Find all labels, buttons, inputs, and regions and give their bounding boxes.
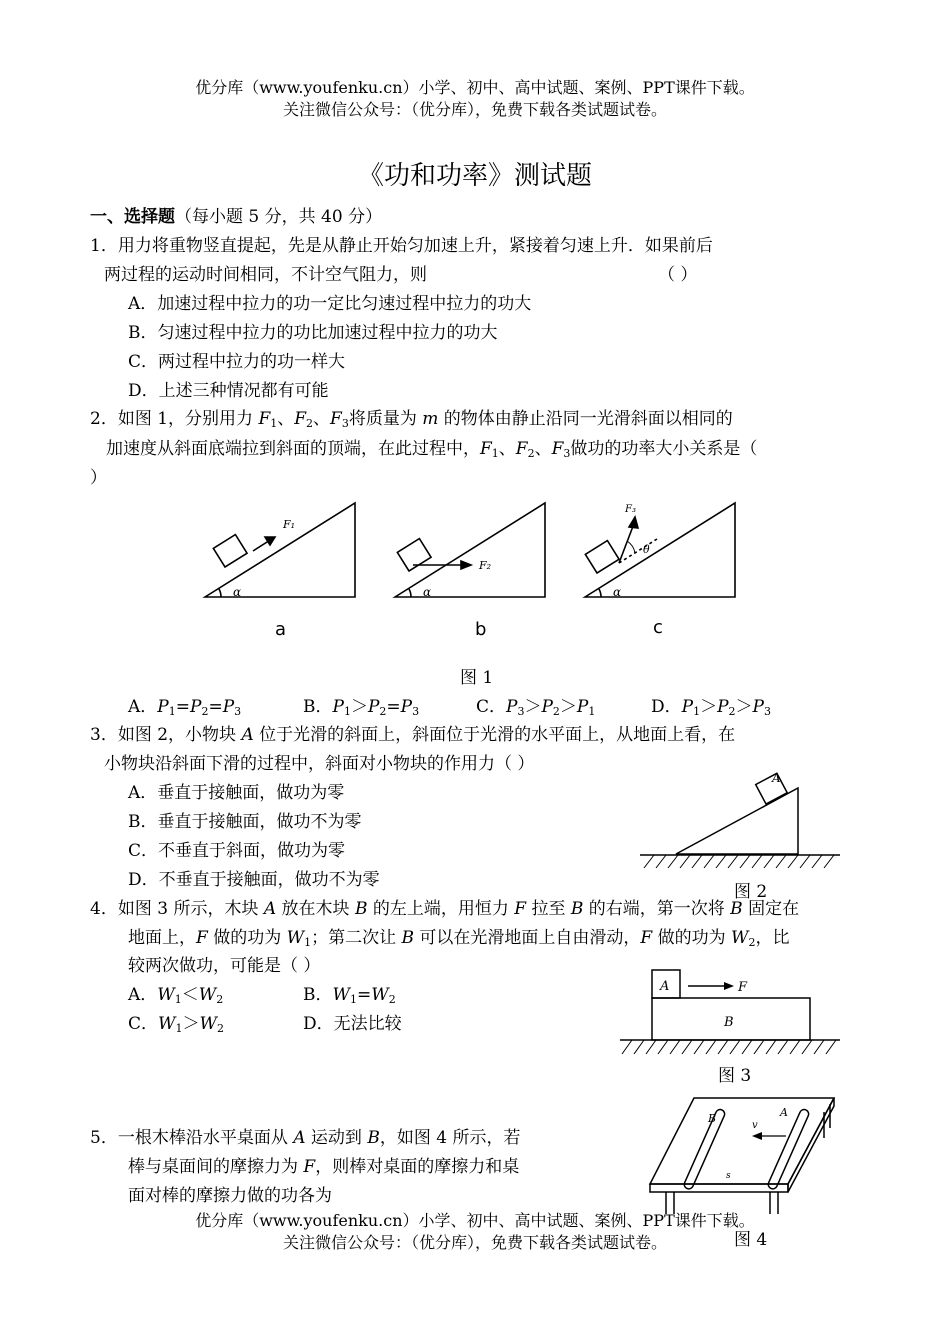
q4-line-3: 较两次做功，可能是（ ） bbox=[128, 956, 321, 976]
q2-option-a: A．$P_1=P_2=P_3$ bbox=[128, 697, 242, 718]
q1-option-b: B．匀速过程中拉力的功比加速过程中拉力的功大 bbox=[128, 323, 498, 343]
q4-line-1: 4．如图 3 所示，木块 A 放在木块 B 的左上端，用恒力 F 拉至 B 的右端，第一次将 B 固定在 bbox=[90, 899, 800, 919]
fig4-label-a: A bbox=[780, 1106, 788, 1119]
q1-option-c: C．两过程中拉力的功一样大 bbox=[128, 352, 346, 372]
force-label-f3: F₃ bbox=[625, 504, 636, 515]
q2-line-1: 2．如图 1，分别用力 $F_1$、$F_2$、$F_3$将质量为 m 的物体由静止沿同一光滑斜面以相同的 bbox=[90, 409, 733, 430]
fig1-label-a: a bbox=[275, 619, 287, 640]
figure-4-caption: 图 4 bbox=[730, 1232, 771, 1249]
q1-option-a: A．加速过程中拉力的功一定比匀速过程中拉力的功大 bbox=[128, 294, 532, 314]
q1-line-1: 1．用力将重物竖直提起，先是从静止开始匀加速上升，紧接着匀速上升．如果前后 bbox=[90, 236, 713, 256]
fig3-block-a: A bbox=[660, 979, 670, 994]
section-heading-label: 一、选择题 bbox=[90, 207, 175, 227]
q2-line-3: ） bbox=[90, 468, 107, 488]
figure-3-caption: 图 3 bbox=[718, 1066, 752, 1086]
fig4-label-v: v bbox=[752, 1120, 758, 1131]
q3-option-c: C．不垂直于斜面，做功为零 bbox=[128, 841, 346, 861]
q2-option-c: C．$P_3>P_2>P_1$ bbox=[476, 697, 596, 718]
fig1-label-c: c bbox=[653, 617, 663, 638]
q3-option-a: A．垂直于接触面，做功为零 bbox=[128, 783, 345, 803]
q5-line-2: 棒与桌面间的摩擦力为 F，则棒对桌面的摩擦力和桌 bbox=[128, 1157, 520, 1177]
q1-line-2: 两过程的运动时间相同，不计空气阻力，则 bbox=[104, 265, 427, 285]
section-heading bbox=[90, 209, 382, 226]
fig4-label-b: B bbox=[708, 1112, 717, 1125]
angle-alpha-b: α bbox=[423, 585, 432, 599]
fig3-force-f: F bbox=[738, 980, 748, 995]
figure-1a bbox=[205, 503, 355, 597]
figure-1c bbox=[585, 503, 735, 597]
fig4-label-s: s bbox=[726, 1171, 731, 1181]
q3-line-2: 小物块沿斜面下滑的过程中，斜面对小物块的作用力（ ） bbox=[104, 754, 535, 774]
q4-option-a: A．$W_1<W_2$ bbox=[128, 985, 224, 1006]
angle-alpha-c: α bbox=[613, 585, 622, 599]
figure-4 bbox=[648, 1092, 838, 1214]
fig3-block-b: B bbox=[724, 1015, 734, 1030]
q5-line-3: 面对棒的摩擦力做的功各为 bbox=[128, 1186, 332, 1206]
header-line-2: 关注微信公众号：（优分库），免费下载各类试题试卷。 bbox=[282, 100, 667, 119]
q2-option-d: D．$P_1>P_2>P_3$ bbox=[651, 697, 771, 718]
q4-option-b: B．$W_1=W_2$ bbox=[303, 985, 396, 1006]
angle-theta: θ bbox=[643, 543, 650, 556]
q1-answer-paren: （ ） bbox=[658, 265, 698, 285]
q2-line-2: 加速度从斜面底端拉到斜面的顶端，在此过程中，$F_1$、$F_2$、$F_3$做功的功率大小关系是（ bbox=[106, 439, 758, 460]
q3-option-b: B．垂直于接触面，做功不为零 bbox=[128, 812, 362, 832]
force-label-f2: F₂ bbox=[479, 559, 492, 572]
figure-2 bbox=[640, 760, 840, 872]
footer-line-2: 关注微信公众号：（优分库），免费下载各类试题试卷。 bbox=[282, 1233, 667, 1252]
q4-option-d: D．无法比较 bbox=[303, 1014, 402, 1034]
figure-2-caption: 图 2 bbox=[734, 882, 768, 902]
q4-line-2: 地面上，F 做的功为 $W_1$；第二次让 B 可以在光滑地面上自由滑动，F 做的功为 $W_2$，比 bbox=[128, 928, 790, 949]
footer-line-1: 优分库（www.youfenku.cn）小学、初中、高中试题、案例、PPT课件下载。 bbox=[195, 1211, 755, 1230]
figure-3 bbox=[620, 968, 840, 1058]
section-heading-note: （每小题 5 分，共 40 分） bbox=[175, 207, 383, 227]
header-line-1: 优分库（www.youfenku.cn）小学、初中、高中试题、案例、PPT课件下载。 bbox=[195, 78, 755, 97]
q5-line-1: 5．一根木棒沿水平桌面从 A 运动到 B，如图 4 所示，若 bbox=[90, 1128, 521, 1148]
angle-alpha-a: α bbox=[233, 585, 242, 599]
fig2-block-label: A bbox=[772, 771, 781, 785]
figure-1-caption: 图 1 bbox=[460, 668, 494, 688]
q3-line-1: 3．如图 2，小物块 A 位于光滑的斜面上，斜面位于光滑的水平面上，从地面上看，在 bbox=[90, 725, 736, 745]
q2-option-b: B．$P_1>P_2=P_3$ bbox=[303, 697, 420, 718]
q4-option-c: C．$W_1>W_2$ bbox=[128, 1014, 224, 1035]
page-title: 《功和功率》测试题 bbox=[357, 161, 592, 191]
q3-option-d: D．不垂直于接触面，做功不为零 bbox=[128, 870, 380, 890]
force-label-f1: F₁ bbox=[283, 518, 296, 531]
fig1-label-b: b bbox=[475, 619, 487, 640]
figure-1b bbox=[395, 503, 545, 597]
figure-1 bbox=[195, 495, 755, 645]
q1-option-d: D．上述三种情况都有可能 bbox=[128, 381, 329, 401]
